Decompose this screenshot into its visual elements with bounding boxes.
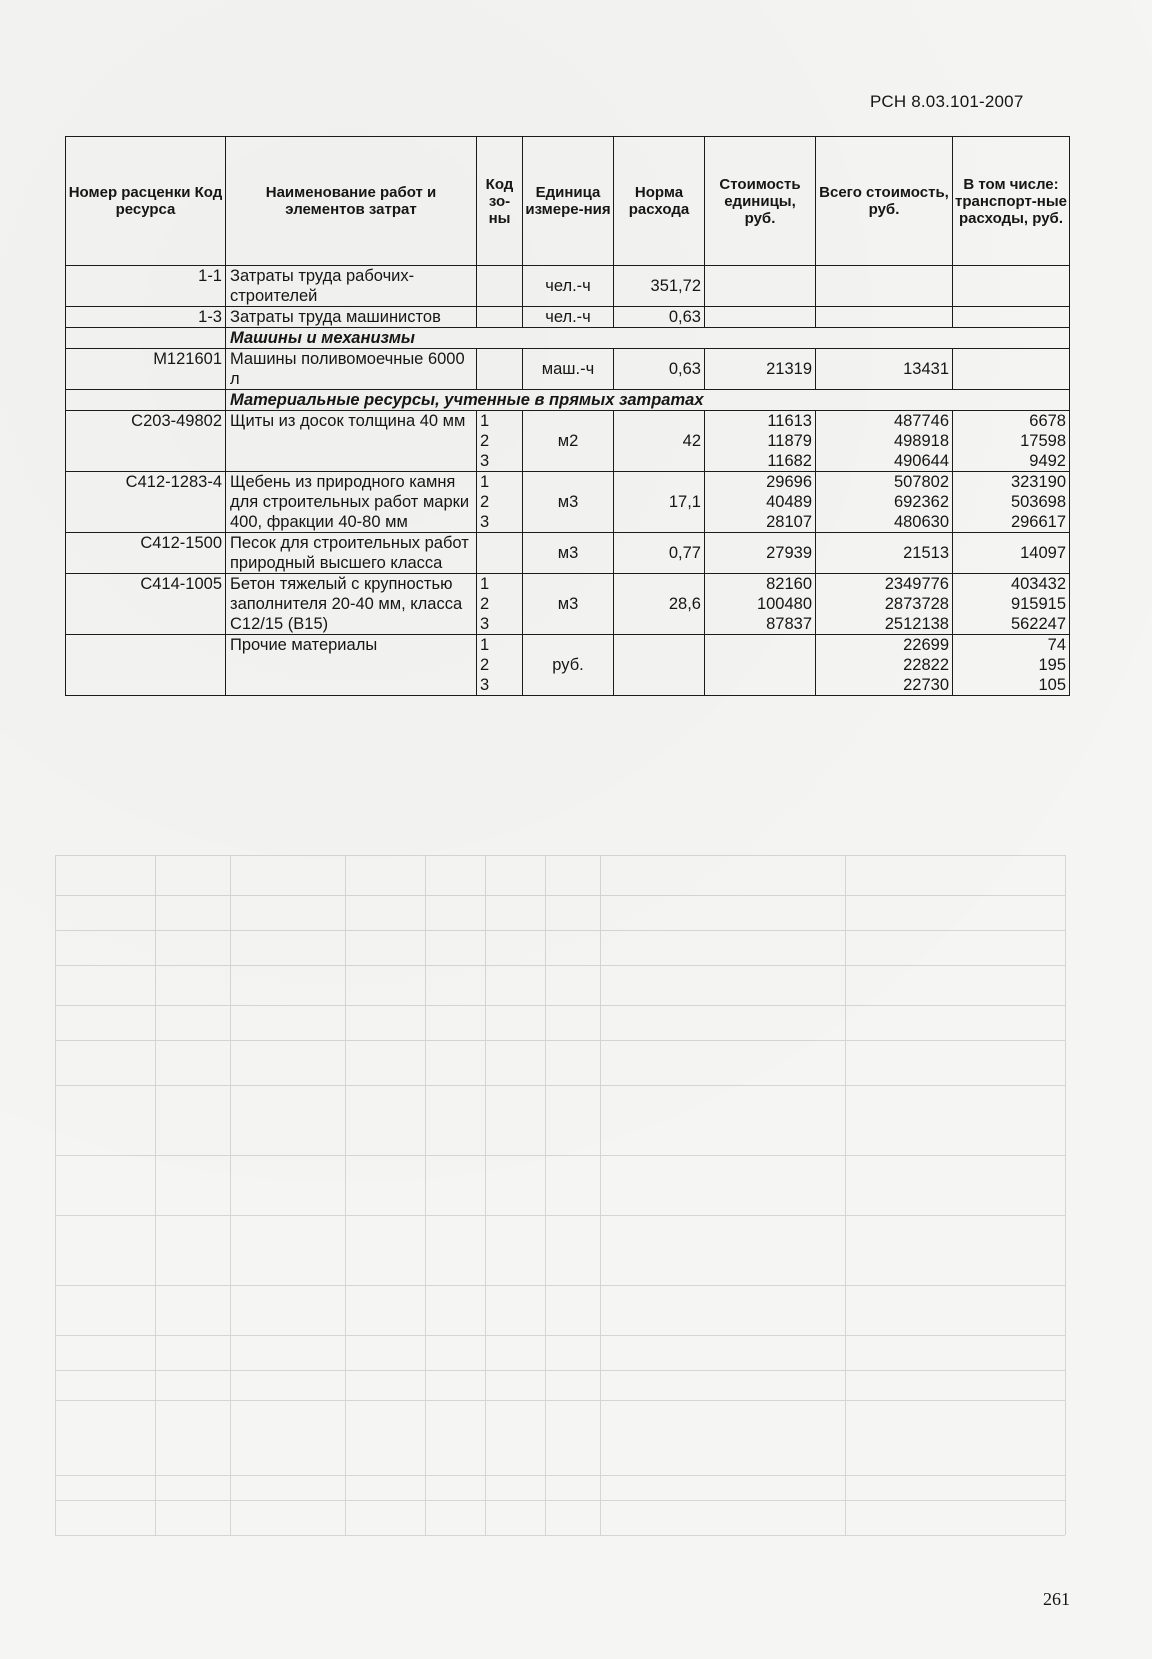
header-unit: Единица измере-ния	[523, 137, 614, 266]
row-transport-value: 915915	[1010, 595, 1066, 613]
row-zones-value: 1	[480, 636, 490, 654]
table-row	[66, 472, 1070, 533]
row-name: Машины поливомоечные 6000 л	[226, 349, 477, 390]
document-code: РСН 8.03.101-2007	[870, 92, 1024, 111]
row-norm: 0,63	[614, 349, 705, 390]
bleed-through-table	[55, 855, 1065, 1535]
row-name: Затраты труда рабочих-строителей	[226, 266, 477, 307]
row-unit: чел.-ч	[523, 266, 614, 307]
table-header-row	[66, 137, 1070, 266]
row-code: С414-1005	[66, 574, 226, 635]
row-norm: 42	[614, 411, 705, 472]
row-total-cost-value: 507802	[893, 473, 949, 491]
row-unit-cost-value: 29696	[766, 473, 812, 491]
row-code: С412-1283-4	[66, 472, 226, 533]
row-zones-value: 2	[480, 493, 490, 511]
ghost-line	[545, 855, 546, 1535]
row-transport-value: 403432	[1010, 575, 1066, 593]
ghost-line	[55, 1400, 1065, 1401]
row-total-cost-value: 13431	[903, 360, 949, 378]
ghost-line	[55, 1370, 1065, 1371]
row-transport	[953, 307, 1070, 328]
row-total-cost-value: 21513	[903, 544, 949, 562]
table-row	[66, 533, 1070, 574]
ghost-line	[55, 1040, 1065, 1041]
row-zones	[477, 307, 523, 328]
row-total-cost-value: 490644	[893, 452, 949, 470]
row-name: Щиты из досок толщина 40 мм	[226, 411, 477, 472]
row-unit-cost-value: 27939	[766, 544, 812, 562]
header-code: Номер расценки Код ресурса	[66, 137, 226, 266]
row-zones	[477, 349, 523, 390]
row-zones	[477, 266, 523, 307]
row-name: Прочие материалы	[226, 635, 477, 696]
ghost-line	[55, 1215, 1065, 1216]
row-transport-value: 74	[1047, 636, 1066, 654]
row-zones	[477, 574, 523, 635]
row-unit-cost	[705, 266, 816, 307]
row-unit: чел.-ч	[523, 307, 614, 328]
ghost-line	[55, 1085, 1065, 1086]
ghost-line	[55, 1500, 1065, 1501]
row-unit: м3	[523, 533, 614, 574]
row-unit-cost-value: 87837	[766, 615, 812, 633]
row-norm: 0,77	[614, 533, 705, 574]
ghost-line	[55, 965, 1065, 966]
row-unit-cost-value: 40489	[766, 493, 812, 511]
row-transport-value: 17598	[1020, 432, 1066, 450]
row-name: Затраты труда машинистов	[226, 307, 477, 328]
section-code-cell	[66, 390, 226, 411]
row-norm: 0,63	[614, 307, 705, 328]
table-body	[66, 266, 1070, 696]
ghost-line	[845, 855, 846, 1535]
table-row	[66, 635, 1070, 696]
row-zones-value: 1	[480, 473, 490, 491]
row-transport	[953, 349, 1070, 390]
table-row	[66, 411, 1070, 472]
row-transport-value: 105	[1038, 676, 1066, 694]
row-code: 1-1	[66, 266, 226, 307]
row-unit-cost-value: 100480	[756, 595, 812, 613]
row-zones	[477, 411, 523, 472]
ghost-line	[345, 855, 346, 1535]
section-title: Машины и механизмы	[226, 328, 1070, 349]
row-zones-value: 3	[480, 676, 490, 694]
row-unit-cost-value: 28107	[766, 513, 812, 531]
row-unit: м2	[523, 411, 614, 472]
row-norm	[614, 635, 705, 696]
row-unit-cost	[705, 472, 816, 533]
row-zones-value: 1	[480, 412, 490, 430]
row-code: 1-3	[66, 307, 226, 328]
header-transport: В том числе: транспорт-ные расходы, руб.	[953, 137, 1070, 266]
ghost-line	[485, 855, 486, 1535]
row-unit-cost-value: 21319	[766, 360, 812, 378]
row-zones	[477, 472, 523, 533]
header-unit-cost: Стоимость единицы, руб.	[705, 137, 816, 266]
row-transport-value: 562247	[1010, 615, 1066, 633]
row-unit: маш.-ч	[523, 349, 614, 390]
row-transport	[953, 574, 1070, 635]
row-total-cost-value: 480630	[893, 513, 949, 531]
row-zones-value: 2	[480, 432, 490, 450]
row-norm: 17,1	[614, 472, 705, 533]
section-code-cell	[66, 328, 226, 349]
row-name: Бетон тяжелый с крупностью заполнителя 20-40 мм, класса С12/15 (В15)	[226, 574, 477, 635]
row-total-cost	[816, 349, 953, 390]
section-row	[66, 390, 1070, 411]
row-unit-cost	[705, 574, 816, 635]
row-transport-value: 323190	[1010, 473, 1066, 491]
ghost-line	[55, 930, 1065, 931]
row-transport-value: 503698	[1010, 493, 1066, 511]
row-unit-cost-value: 11879	[767, 432, 812, 450]
row-transport-value: 6678	[1029, 412, 1066, 430]
row-total-cost-value: 2349776	[884, 575, 949, 593]
row-zones-value: 3	[480, 615, 490, 633]
row-code	[66, 635, 226, 696]
row-unit-cost	[705, 349, 816, 390]
table-row	[66, 349, 1070, 390]
row-zones-value: 1	[480, 575, 490, 593]
ghost-line	[55, 895, 1065, 896]
row-unit-cost-value: 11613	[767, 412, 812, 430]
table-row	[66, 574, 1070, 635]
row-total-cost-value: 22822	[903, 656, 949, 674]
row-transport-value: 9492	[1029, 452, 1066, 470]
ghost-line	[55, 1285, 1065, 1286]
ghost-line	[155, 855, 156, 1535]
row-unit-cost	[705, 411, 816, 472]
header-zone: Код зо-ны	[477, 137, 523, 266]
row-zones-value: 2	[480, 595, 490, 613]
ghost-line	[230, 855, 231, 1535]
row-norm: 351,72	[614, 266, 705, 307]
ghost-line	[600, 855, 601, 1535]
row-code: М121601	[66, 349, 226, 390]
row-unit: м3	[523, 472, 614, 533]
row-transport	[953, 635, 1070, 696]
row-transport-value: 195	[1038, 656, 1066, 674]
row-total-cost-value: 22730	[903, 676, 949, 694]
ghost-line	[55, 855, 56, 1535]
ghost-line	[55, 1155, 1065, 1156]
row-unit: руб.	[523, 635, 614, 696]
page-number: 261	[1043, 1589, 1070, 1609]
row-transport	[953, 533, 1070, 574]
ghost-line	[55, 855, 1065, 856]
ghost-line	[55, 1005, 1065, 1006]
row-total-cost-value: 498918	[893, 432, 949, 450]
row-total-cost-value: 2873728	[884, 595, 949, 613]
header-total-cost: Всего стоимость, руб.	[816, 137, 953, 266]
row-zones	[477, 635, 523, 696]
row-total-cost-value: 2512138	[884, 615, 949, 633]
row-zones	[477, 533, 523, 574]
rates-table	[65, 136, 1070, 696]
row-unit-cost	[705, 307, 816, 328]
row-total-cost-value: 22699	[903, 636, 949, 654]
row-zones-value: 3	[480, 513, 490, 531]
row-unit-cost	[705, 635, 816, 696]
header-name: Наименование работ и элементов затрат	[226, 137, 477, 266]
row-zones-value: 3	[480, 452, 490, 470]
row-transport-value: 14097	[1020, 544, 1066, 562]
row-unit-cost	[705, 533, 816, 574]
row-transport	[953, 411, 1070, 472]
row-total-cost	[816, 635, 953, 696]
row-total-cost	[816, 307, 953, 328]
header-norm: Норма расхода	[614, 137, 705, 266]
ghost-line	[55, 1535, 1065, 1536]
ghost-line	[55, 1475, 1065, 1476]
row-total-cost	[816, 574, 953, 635]
row-code: С203-49802	[66, 411, 226, 472]
section-row	[66, 328, 1070, 349]
row-total-cost	[816, 533, 953, 574]
row-total-cost-value: 692362	[893, 493, 949, 511]
row-code: С412-1500	[66, 533, 226, 574]
row-transport	[953, 472, 1070, 533]
row-total-cost	[816, 266, 953, 307]
table-row	[66, 266, 1070, 307]
row-zones-value: 2	[480, 656, 490, 674]
row-total-cost-value: 487746	[893, 412, 949, 430]
row-unit-cost-value: 11682	[767, 452, 812, 470]
ghost-line	[55, 1335, 1065, 1336]
ghost-line	[425, 855, 426, 1535]
row-transport-value: 296617	[1010, 513, 1066, 531]
row-transport	[953, 266, 1070, 307]
ghost-line	[1065, 855, 1066, 1535]
row-total-cost	[816, 411, 953, 472]
row-total-cost	[816, 472, 953, 533]
row-name: Песок для строительных работ природный высшего класса	[226, 533, 477, 574]
section-title: Материальные ресурсы, учтенные в прямых затратах	[226, 390, 1070, 411]
row-norm: 28,6	[614, 574, 705, 635]
row-name: Щебень из природного камня для строительных работ марки 400, фракции 40-80 мм	[226, 472, 477, 533]
table-row	[66, 307, 1070, 328]
row-unit: м3	[523, 574, 614, 635]
row-unit-cost-value: 82160	[766, 575, 812, 593]
